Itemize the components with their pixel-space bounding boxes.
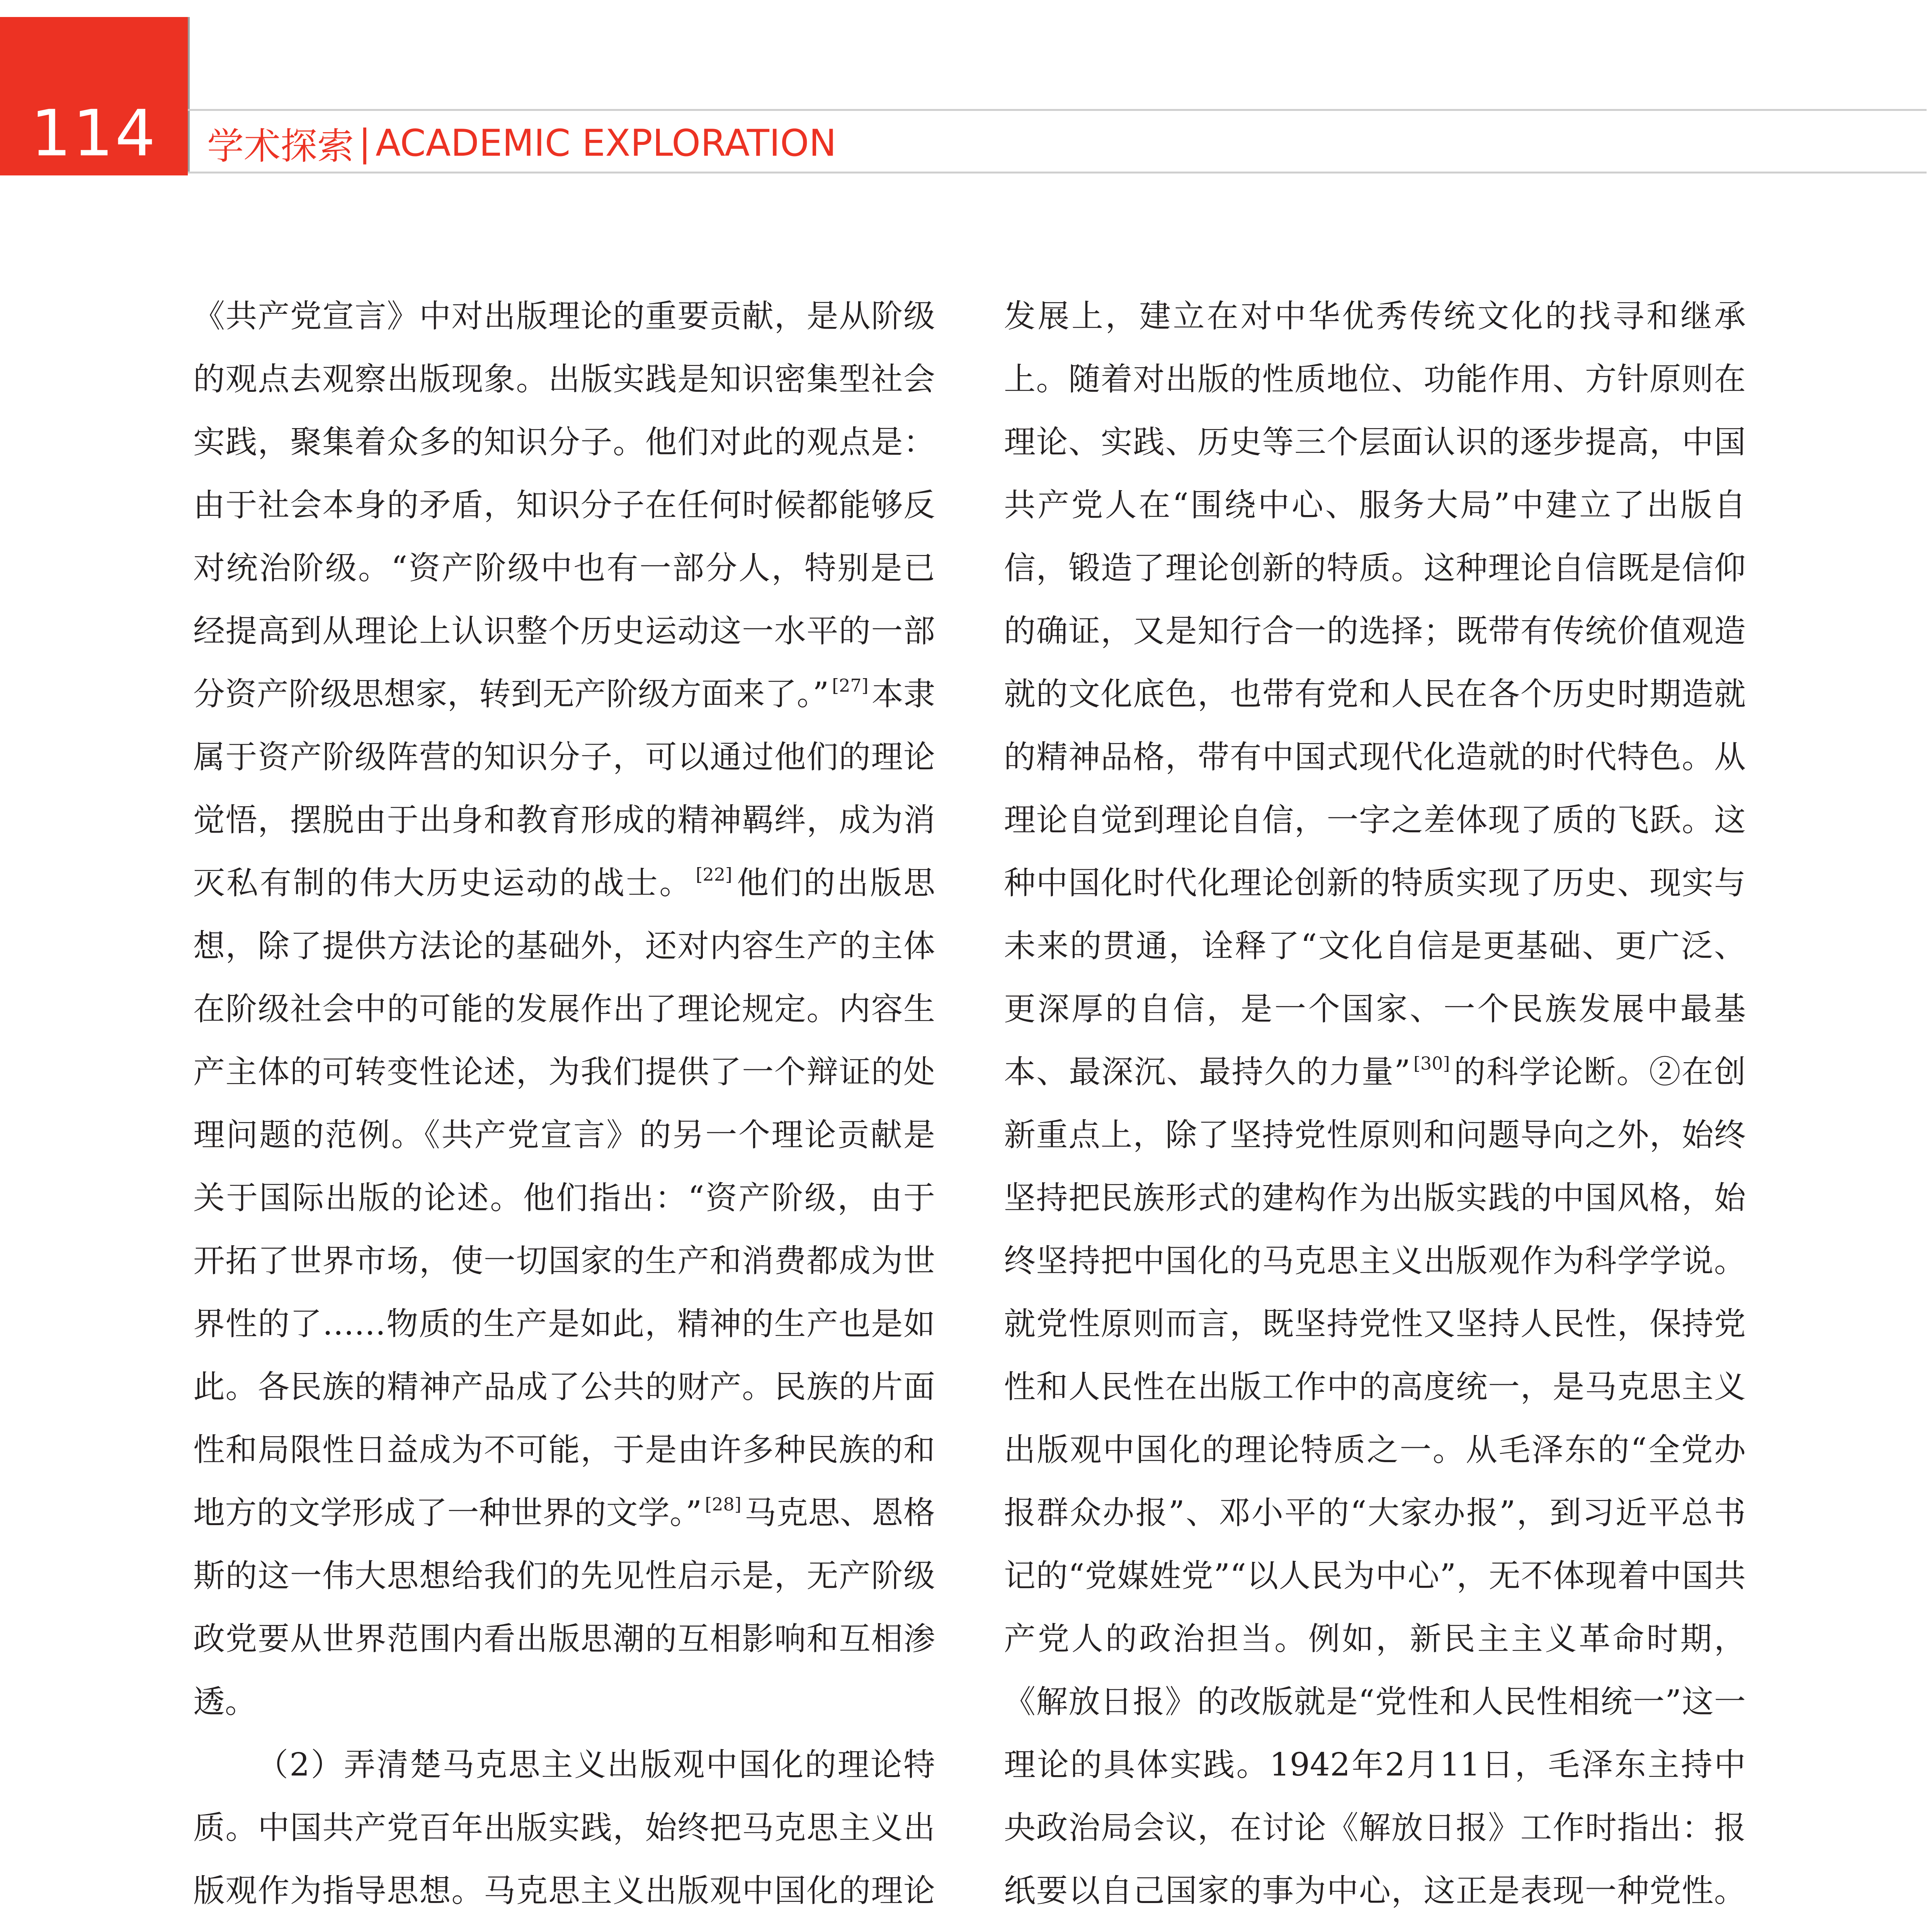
citation: [27] bbox=[832, 675, 869, 696]
text-run: 《共产党宣言》中对出版理论的重要贡献，是从阶级的观点去观察出版现象。出版实践是知识密集型社会实践，聚集着众多的知识分子。他们对此的观点是：由于社会本身的矛盾，知识分子在任何时候都能够反对统治阶级。“资产阶级中也有一部分人，特别是已经提高到从理论上认识整个历史运动这一水平的一部分资产阶级思想家，转到无产阶级方面来了。” bbox=[193, 298, 935, 713]
text-run: 发展上，建立在对中华优秀传统文化的找寻和继承上。随着对出版的性质地位、功能作用、方针原则在理论、实践、历史等三个层面认识的逐步提高，中国共产党人在“围绕中心、服务大局”中建立了出版自信，锻造了理论创新的特质。这种理论自信既是信仰的确证，又是知行合一的选择；既带有传统价值观造就的文化底色，也带有党和人民在各个历史时期造就的精神品格，带有中国式现代化造就的时代特色。从理论自觉到理论自信，一字之差体现了质的飞跃。这种中国化时代化理论创新的特质实现了历史、现实与未来的贯通，诠释了“文化自信是更基础、更广泛、更深厚的自信，是一个国家、一个民族发展中最基本、最深沉、最持久的力量” bbox=[1004, 298, 1746, 1090]
page-number-block bbox=[0, 17, 188, 175]
text-run: 的科学论断。②在创新重点上，除了坚持党性原则和问题导向之外，始终坚持把民族形式的建构作为出版实践的中国风格，始终坚持把中国化的马克思主义出版观作为科学学说。就党性原则而言，既坚持党性又坚持人民性，保持党性和人民性在出版工作中的高度统一，是马克思主义出版观中国化的理论特质之一。从毛泽东的“全党办报群众办报”、邓小平的“大家办报”，到习近平总书记的“党媒姓党”“以人民为中心”，无不体现着中国共产党人的政治担当。例如，新民主主义革命时期，《解放日报》的改版就是“党性和人民性相统一”这一理论的具体实践。1942年2月11日，毛泽东主持中央政治局会议，在讨论《解放日报》工作时指出：报纸要以自己国家的事为中心，这正是表现一种党性。 bbox=[1004, 1054, 1746, 1909]
left-paragraph-2 bbox=[193, 1733, 935, 1932]
section-title-en: ACADEMIC EXPLORATION bbox=[376, 122, 837, 165]
right-paragraph-1 bbox=[1004, 285, 1746, 1932]
text-run: （2）弄清楚马克思主义出版观中国化的理论特质。中国共产党百年出版实践，始终把马克思主义出版观作为指导思想。马克思主义出版观中国化的理论 bbox=[193, 1747, 935, 1909]
page-number: 114 bbox=[31, 96, 157, 170]
text-run: 本隶属于资产阶级阵营的知识分子，可以通过他们的理论觉悟，摆脱由于出身和教育形成的精神羁绊，成为消灭私有制的伟大历史运动的战士。 bbox=[193, 676, 935, 901]
text-run: 他们的出版思想，除了提供方法论的基础外，还对内容生产的主体在阶级社会中的可能的发展作出了理论规定。内容生产主体的可转变性论述，为我们提供了一个辩证的处理问题的范例。《共产党宣言》的另一个理论贡献是关于国际出版的论述。他们指出：“资产阶级，由于开拓了世界市场，使一切国家的生产和消费都成为世界性的了……物质的生产是如此，精神的生产也是如此。各民族的精神产品成了公共的财产。民族的片面性和局限性日益成为不可能，于是由许多种民族的和地方的文学形成了一种世界的文学。” bbox=[193, 865, 935, 1531]
text-run: 马克思、恩格斯的这一伟大思想给我们的先见性启示是，无产阶级政党要从世界范围内看出版思潮的互相影响和互相渗透。 bbox=[193, 1495, 935, 1720]
right-column bbox=[1004, 285, 1746, 1932]
left-column bbox=[193, 285, 935, 1932]
section-title bbox=[207, 122, 837, 168]
section-title-separator: | bbox=[359, 122, 371, 165]
header-top-rule bbox=[188, 109, 1927, 111]
section-title-cn: 学术探索 bbox=[207, 125, 354, 168]
citation: [30] bbox=[1413, 1053, 1450, 1074]
header-bottom-rule bbox=[188, 172, 1927, 173]
citation: [28] bbox=[705, 1494, 742, 1515]
header-vertical-divider bbox=[188, 17, 190, 172]
left-paragraph-1 bbox=[193, 285, 935, 1733]
citation: [22] bbox=[696, 864, 732, 885]
